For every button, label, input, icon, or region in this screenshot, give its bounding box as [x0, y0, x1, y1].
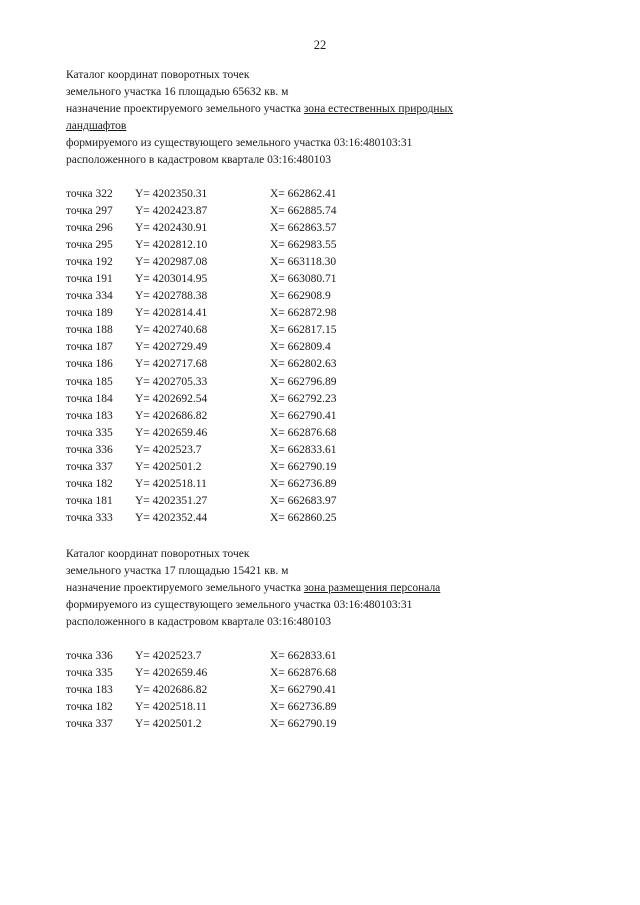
- x-coordinate: X= 662983.55: [270, 239, 337, 252]
- x-coordinate: X= 662809.4: [270, 341, 331, 354]
- table-row: [66, 699, 516, 716]
- table-row: [66, 186, 516, 203]
- coordinate-catalog-section-1: [66, 67, 516, 527]
- point-name: точка 335: [66, 667, 113, 680]
- point-name: точка 188: [66, 324, 113, 337]
- y-coordinate: Y= 4202501.2: [135, 460, 202, 473]
- table-row: [66, 254, 516, 271]
- y-coordinate: Y= 4202523.7: [135, 650, 202, 662]
- y-coordinate: Y= 4202423.87: [135, 205, 208, 218]
- x-coordinate: X= 662790.41: [270, 684, 337, 697]
- point-name: точка 334: [66, 290, 113, 303]
- y-coordinate: Y= 4202812.10: [135, 239, 208, 252]
- x-coordinate: X= 662833.61: [270, 443, 337, 456]
- table-row: [66, 391, 516, 408]
- point-name: точка 183: [66, 409, 113, 422]
- table-row: [66, 220, 516, 237]
- plot-purpose-line: [66, 580, 516, 597]
- formed-from-line: формируемого из существующего земельного участка 03:16:480103:31: [66, 137, 413, 149]
- x-coordinate: X= 662876.68: [270, 426, 337, 439]
- table-row: [66, 493, 516, 510]
- table-row: [66, 425, 516, 442]
- point-name: точка 189: [66, 307, 113, 320]
- table-row: [66, 356, 516, 373]
- point-name: точка 186: [66, 358, 113, 371]
- table-row: [66, 476, 516, 493]
- y-coordinate: Y= 4202523.7: [135, 443, 202, 456]
- y-coordinate: Y= 4202987.08: [135, 256, 208, 269]
- table-row: [66, 716, 516, 733]
- point-name: точка 187: [66, 341, 113, 354]
- point-name: точка 192: [66, 256, 113, 269]
- y-coordinate: Y= 4202729.49: [135, 341, 208, 354]
- table-row: [66, 459, 516, 476]
- x-coordinate: X= 662908.9: [270, 290, 331, 303]
- x-coordinate: X= 662790.41: [270, 409, 337, 422]
- point-name: точка 182: [66, 477, 113, 490]
- purpose-prefix: назначение проектируемого земельного участка: [66, 582, 304, 594]
- y-coordinate: Y= 4202692.54: [135, 392, 208, 405]
- table-row: [66, 442, 516, 459]
- x-coordinate: X= 662872.98: [270, 307, 337, 320]
- x-coordinate: X= 662863.57: [270, 222, 337, 235]
- y-coordinate: Y= 4202659.46: [135, 667, 208, 680]
- point-name: точка 182: [66, 701, 113, 714]
- point-name: точка 336: [66, 650, 113, 662]
- table-row: [66, 322, 516, 339]
- table-row: [66, 408, 516, 425]
- x-coordinate: X= 662833.61: [270, 650, 337, 662]
- cadastral-quarter-line: расположенного в кадастровом квартале 03:16:480103: [66, 616, 332, 628]
- x-coordinate: X= 663118.30: [270, 256, 337, 269]
- y-coordinate: Y= 4202740.68: [135, 324, 208, 337]
- plot-purpose-continuation: [66, 118, 516, 135]
- purpose-prefix: назначение проектируемого земельного участка: [66, 103, 304, 115]
- y-coordinate: Y= 4202686.82: [135, 684, 208, 697]
- point-name: точка 295: [66, 239, 113, 252]
- page-number: 22: [313, 38, 327, 52]
- table-row: [66, 203, 516, 220]
- point-name: точка 191: [66, 273, 113, 286]
- y-coordinate: Y= 4202350.31: [135, 188, 208, 200]
- point-name: точка 337: [66, 460, 113, 473]
- table-row: [66, 510, 516, 527]
- point-name: точка 322: [66, 188, 113, 200]
- point-name: точка 296: [66, 222, 113, 235]
- coordinate-table: [66, 186, 516, 527]
- table-row: [66, 339, 516, 356]
- x-coordinate: X= 662683.97: [270, 494, 337, 507]
- plot-area-line: земельного участка 17 площадью 15421 кв. м: [66, 565, 289, 577]
- x-coordinate: X= 662796.89: [270, 375, 337, 388]
- y-coordinate: Y= 4202686.82: [135, 409, 208, 422]
- point-name: точка 335: [66, 426, 113, 439]
- x-coordinate: X= 662736.89: [270, 477, 337, 490]
- y-coordinate: Y= 4202814.41: [135, 307, 208, 320]
- cadastral-quarter-line: расположенного в кадастровом квартале 03:16:480103: [66, 154, 332, 166]
- coordinate-table: [66, 648, 516, 733]
- catalog-title: Каталог координат поворотных точек: [66, 69, 250, 81]
- point-name: точка 185: [66, 375, 113, 388]
- table-row: [66, 374, 516, 391]
- table-row: [66, 305, 516, 322]
- point-name: точка 336: [66, 443, 113, 456]
- y-coordinate: Y= 4202518.11: [135, 477, 207, 490]
- y-coordinate: Y= 4202788.38: [135, 290, 208, 303]
- point-name: точка 183: [66, 684, 113, 697]
- x-coordinate: X= 662876.68: [270, 667, 337, 680]
- y-coordinate: Y= 4202659.46: [135, 426, 208, 439]
- point-name: точка 333: [66, 511, 113, 524]
- catalog-title: Каталог координат поворотных точек: [66, 548, 250, 560]
- table-row: [66, 682, 516, 699]
- x-coordinate: X= 662790.19: [270, 718, 337, 731]
- table-row: [66, 271, 516, 288]
- purpose-zone: зона естественных природных: [303, 103, 454, 115]
- x-coordinate: X= 662736.89: [270, 701, 337, 714]
- purpose-zone-continuation: ландшафтов: [66, 120, 127, 132]
- y-coordinate: Y= 4202501.2: [135, 718, 202, 731]
- table-row: [66, 237, 516, 254]
- point-name: точка 184: [66, 392, 113, 405]
- x-coordinate: X= 662802.63: [270, 358, 337, 371]
- coordinate-catalog-section-2: [66, 546, 516, 733]
- x-coordinate: X= 662862.41: [270, 188, 337, 200]
- x-coordinate: X= 662790.19: [270, 460, 337, 473]
- x-coordinate: X= 662817.15: [270, 324, 337, 337]
- point-name: точка 337: [66, 718, 113, 731]
- x-coordinate: X= 663080.71: [270, 273, 337, 286]
- y-coordinate: Y= 4202717.68: [135, 358, 208, 371]
- y-coordinate: Y= 4202518.11: [135, 701, 207, 714]
- point-name: точка 297: [66, 205, 113, 218]
- y-coordinate: Y= 4202705.33: [135, 375, 208, 388]
- x-coordinate: X= 662860.25: [270, 511, 337, 524]
- plot-area-line: земельного участка 16 площадью 65632 кв. м: [66, 86, 289, 98]
- y-coordinate: Y= 4202352.44: [135, 511, 208, 524]
- table-row: [66, 665, 516, 682]
- formed-from-line: формируемого из существующего земельного участка 03:16:480103:31: [66, 599, 413, 611]
- point-name: точка 181: [66, 494, 113, 507]
- plot-purpose-line: [66, 101, 516, 118]
- x-coordinate: X= 662792.23: [270, 392, 337, 405]
- y-coordinate: Y= 4203014.95: [135, 273, 208, 286]
- table-row: [66, 288, 516, 305]
- purpose-zone: зона размещения персонала: [303, 582, 441, 594]
- y-coordinate: Y= 4202430.91: [135, 222, 208, 235]
- y-coordinate: Y= 4202351.27: [135, 494, 208, 507]
- table-row: [66, 648, 516, 665]
- x-coordinate: X= 662885.74: [270, 205, 337, 218]
